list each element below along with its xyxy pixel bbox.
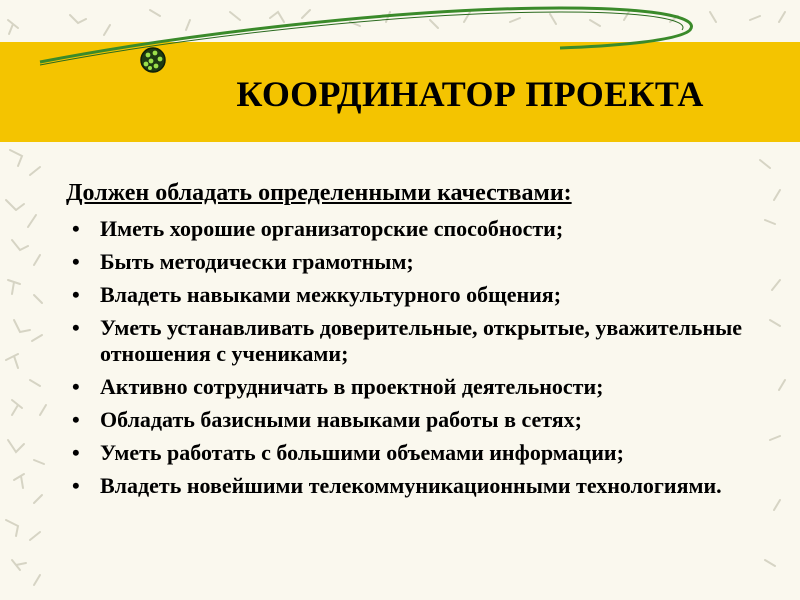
bullet-icon: • xyxy=(72,407,80,432)
bullet-icon: • xyxy=(72,216,80,241)
slide-body xyxy=(66,178,766,506)
list-item: • Активно сотрудничать в проектной деятельности; xyxy=(72,374,604,399)
qualities-list xyxy=(66,216,766,499)
list-item: • Уметь устанавливать доверительные, открытые, уважительные отношения с учениками; xyxy=(72,315,743,366)
list-item: • Владеть навыками межкультурного общения; xyxy=(72,282,562,307)
bullet-icon: • xyxy=(72,440,80,465)
bullet-icon: • xyxy=(72,473,80,498)
bullet-icon: • xyxy=(72,282,80,307)
list-item: • Быть методически грамотным; xyxy=(72,249,414,274)
bullet-icon: • xyxy=(72,374,80,399)
bullet-icon: • xyxy=(72,249,80,274)
bullet-icon: • xyxy=(72,315,80,340)
list-item: • Обладать базисными навыками работы в сетях; xyxy=(72,407,583,432)
intro-heading: Должен обладать определенными качествами: xyxy=(66,180,572,206)
list-item: • Иметь хорошие организаторские способности; xyxy=(72,216,564,241)
globe-icon xyxy=(141,48,165,72)
list-item: • Уметь работать с большими объемами информации; xyxy=(72,440,624,465)
slide-title: КООРДИНАТОР ПРОЕКТА xyxy=(236,74,704,114)
list-item: • Владеть новейшими телекоммуникационными технологиями. xyxy=(72,473,722,498)
